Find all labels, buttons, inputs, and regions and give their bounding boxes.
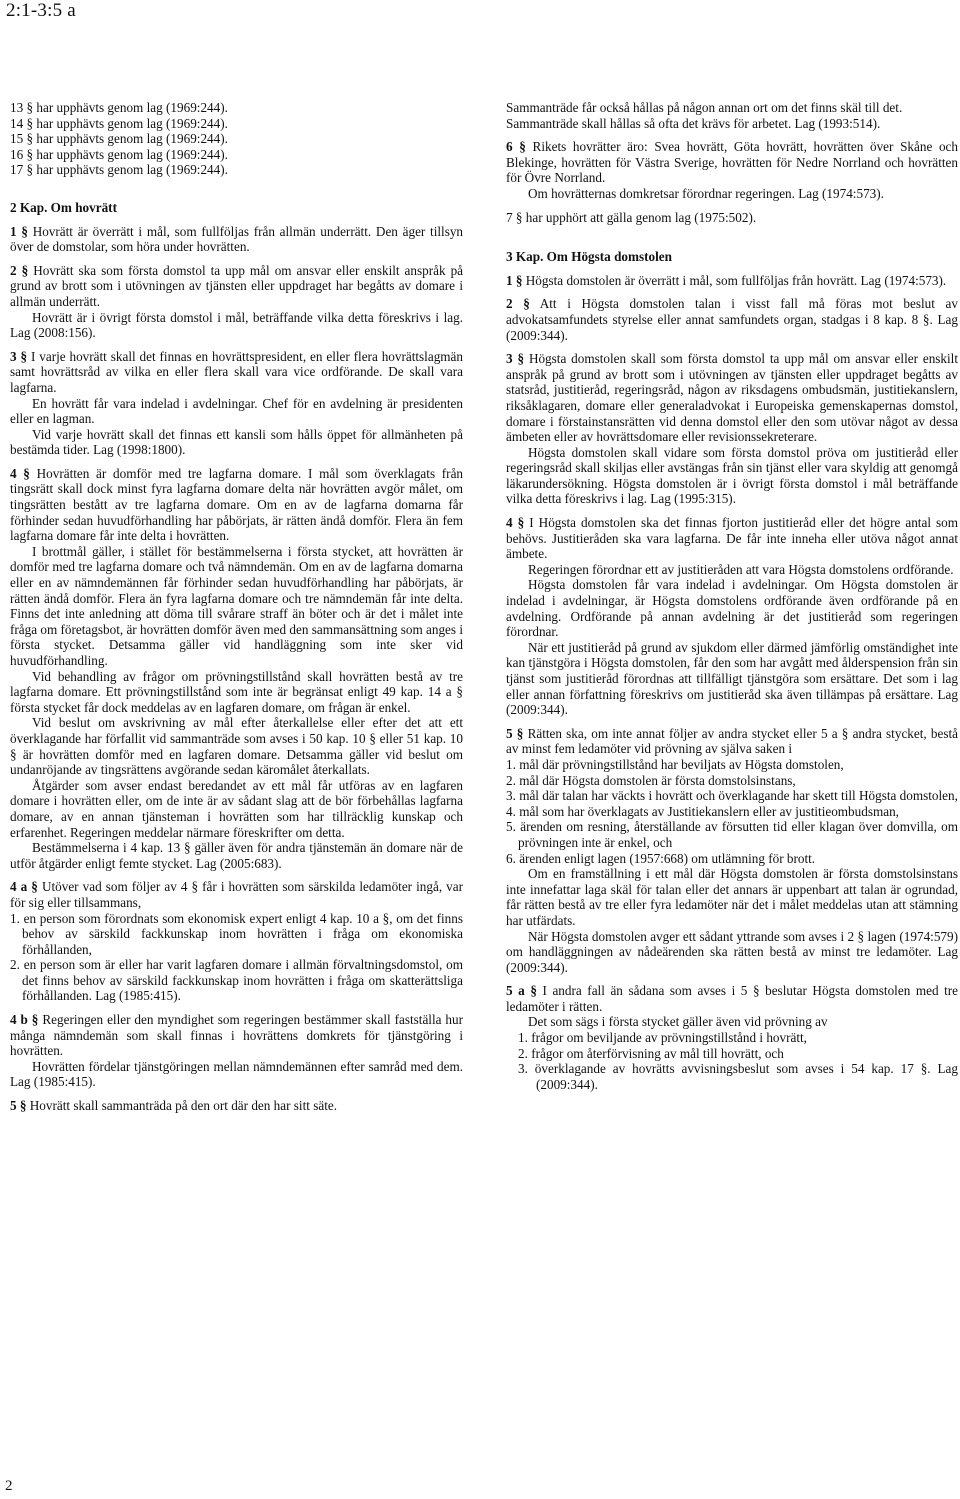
section-number: 2 §: [506, 296, 530, 312]
page-header: 2:1-3:5 a: [6, 0, 76, 21]
section-number: 4 §: [10, 465, 30, 481]
section-5: [506, 726, 958, 757]
section-text: Regeringen eller den myndighet som regeringen bestämmer skall fastställa hur många nämndemän som skall finnas i hovrättens domkrets för tjänstgöring i hovrätten.: [10, 1012, 463, 1059]
paragraph: Det som sägs i första stycket gäller även vid prövning av: [528, 1014, 828, 1030]
paragraph: Åtgärder som avser endast beredandet av ett mål får utföras av en lagfaren domare i hovrätten eller, om de inte är av sådant slag att de bör förbehållas lagfarna domare, av en annan tjänsteman i hovrätten som har tillräcklig kunskap och erfarenhet. Regeringen meddelar närmare föreskrifter om detta.: [10, 777, 463, 840]
section-text: Rätten ska, om inte annat följer av andra stycket eller 5 a § andra stycket, bestå av minst fem ledamöter vid prövning av själva saken i: [506, 725, 958, 757]
paragraph: Sammanträde skall hållas så ofta det krävs för arbetet. Lag (1993:514).: [506, 115, 881, 131]
section-4: [506, 515, 958, 562]
list-item: 6. ärenden enligt lagen (1957:668) om utlämning för brott.: [506, 850, 816, 866]
page-number: 2: [5, 1478, 13, 1494]
paragraph: En hovrätt får vara indelad i avdelningar. Chef för en avdelning är presidenten eller en lagman.: [10, 395, 463, 427]
section-number: 4 §: [506, 515, 525, 531]
paragraph: Högsta domstolen skall vidare som första domstol pröva om justitieråd eller regeringsråd skall skiljas eller avstängas från sin tjänst eller vara skyldig att genomgå läkarundersökning. Högsta domstolen är i övrigt första domstol i mål beträffande vilka detta föreskrivs i lag. Lag (1995:315).: [506, 444, 958, 507]
list-item: 1. mål där prövningstillstånd har beviljats av Högsta domstolen,: [506, 756, 844, 772]
section-number: 5 §: [10, 1098, 27, 1114]
section-1: [10, 224, 463, 255]
section-number: 6 §: [506, 139, 526, 155]
paragraph: När ett justitieråd på grund av sjukdom eller därmed jämförlig omständighet inte kan tjänstgöra i Högsta domstolen, får den som har avgått med ålderspension från sin tjänst som justitieråd förordnas att tillfälligt tjänstgöra som ersättare. Det som i lag eller annan författning föreskrivs om justitieråd ska även tillämpas på ersättare. Lag (2009:344).: [506, 639, 958, 718]
section-2: [506, 296, 958, 343]
section-number: 3 §: [10, 348, 28, 364]
section-number: 2 §: [10, 262, 29, 278]
list-item: 2. frågor om återförvisning av mål till hovrätt, och: [518, 1045, 784, 1061]
paragraph: Vid beslut om avskrivning av mål efter återkallelse eller efter det att ett överklagande har förfallit vid sammanträde som avses i 50 kap. 10 § eller 51 kap. 10 § är hovrätten domför med en lagfaren domare. Detsamma gäller vid beslut om undanröjande av tingsrättens avgörande sedan käromålet återkallats.: [10, 715, 463, 778]
section-1: [506, 273, 958, 289]
section-5a: [506, 983, 958, 1014]
paragraph: Bestämmelserna i 4 kap. 13 § gäller även för andra tjänstemän än domare när de utför åtgärder enligt femte stycket. Lag (2005:683).: [10, 840, 463, 871]
section-4: [10, 466, 463, 544]
repealed-note: 17 § har upphävts genom lag (1969:244).: [10, 162, 228, 178]
paragraph: Om en framställning i ett mål där Högsta domstolen är första domstolsinstans inte innefattar laga skäl för talan eller det annars är uppenbart att talan är ogrundad, får rätten bestå av tre eller fyra ledamöter när det i målet meddelas utan att stämning har utfärdats.: [506, 866, 958, 928]
repealed-note: 13 § har upphävts genom lag (1969:244).: [10, 100, 228, 115]
right-column: [506, 100, 958, 1092]
list-item: 2. mål där Högsta domstolen är första domstolsinstans,: [506, 772, 796, 788]
section-number: 1 §: [506, 272, 523, 288]
section-number: 3 §: [506, 351, 525, 367]
section-text: I Högsta domstolen ska det finnas fjorton justitieråd eller det högre antal som behövs. Justitieråden ska vara lagfarna. De får inte inneha eller utöva något annat ämbete.: [506, 515, 959, 562]
section-number: 5 a §: [506, 983, 537, 999]
section-number: 1 §: [10, 223, 28, 239]
list-item: 3. mål där talan har väckts i hovrätt och överklagande har skett till Högsta domstolen,: [506, 788, 958, 804]
section-3: [10, 349, 463, 396]
paragraph: I brottmål gäller, i stället för bestämmelserna i första stycket, att hovrätten är domför med tre lagfarna domare och två nämndemän. Om en av de lagfarna domarna eller en av nämndemännen får förhinder sedan huvudförhandling har påbörjats, är rätten ändå domför. Flera än fyra lagfarna domare och tre nämndemän får inte delta. Finns det inte anledning att döma till svårare straff än böter och är det i målet inte fråga om företagsbot, är hovrätten domför även med den sammansättning som anges i första stycket. Detsamma gäller vid handläggning som inte sker vid huvudförhandling.: [10, 543, 464, 668]
paragraph: Regeringen förordnar ett av justitieråden att vara Högsta domstolens ordförande.: [528, 561, 954, 577]
paragraph: Hovrätten fördelar tjänstgöringen mellan nämndemännen efter samråd med dem. Lag (1985:415).: [10, 1058, 463, 1090]
paragraph: När Högsta domstolen avger ett sådant yttrande som avses i 2 § lagen (1974:579) om handläggningen av nådeärenden ska rätten bestå av minst tre ledamöter. Lag (2009:344).: [506, 928, 958, 975]
paragraph: Hovrätt är i övrigt första domstol i mål, beträffande vilka detta föreskrivs i lag. Lag (2008:156).: [10, 309, 463, 341]
paragraph: Sammanträde får också hållas på någon annan ort om det finns skäl till det.: [506, 100, 903, 115]
section-text: I andra fall än sådana som avses i 5 § beslutar Högsta domstolen med tre ledamöter i rätten.: [506, 983, 959, 1014]
section-2: [10, 263, 463, 310]
section-text: Rikets hovrätter äro: Svea hovrätt, Göta hovrätt, hovrätten över Skåne och Blekinge, hovrätten för Västra Sverige, hovrätten för Nedre Norrland och hovrätten för Övre Norrland.: [506, 139, 959, 186]
list-item: 4. mål som har överklagats av Justitiekanslern eller av justitieombudsman,: [506, 803, 899, 819]
list-item: 3. överklagande av hovrätts avvisningsbeslut som avses i 54 kap. 17 §. Lag (2009:344).: [518, 1061, 958, 1092]
section-text: Hovrätt är överrätt i mål, som fullföljas från allmän underrätt. Den äger tillsyn över de domstolar, som höra under hovrätten.: [10, 223, 464, 255]
section-text: Hovrätten är domför med tre lagfarna domare. I mål som överklagats från tingsrätt skall dock minst fyra lagfarna domare delta när hovrätten avgör målet, om tingsrätten bestått av tre lagfarna domare. Om en av de lagfarna domarna får förhinder sedan huvudförhandling har påbörjats, är rätten ändå domför. Flera än fem lagfarna domare får inte delta i hovrätten.: [10, 465, 464, 544]
repealed-note: 14 § har upphävts genom lag (1969:244).: [10, 115, 228, 131]
section-number: 4 b §: [10, 1012, 39, 1028]
list-item: 5. ärenden om resning, återställande av försutten tid eller klagan över domvilla, om prövningen inte är enkel, och: [506, 819, 958, 850]
paragraph: Vid varje hovrätt skall det finnas ett kansli som hålls öppet för allmänheten på bestämda tider. Lag (1998:1800).: [10, 426, 463, 458]
section-text: Hovrätt ska som första domstol ta upp mål om ansvar eller enskilt anspråk på grund av brott som i utövningen av tjänsten eller uppdraget har begåtts av domare i allmän underrätt.: [10, 262, 464, 309]
section-3: [506, 351, 958, 445]
list-item: 1. frågor om beviljande av prövningstillstånd i hovrätt,: [518, 1030, 807, 1046]
section-text: I varje hovrätt skall det finnas en hovrättspresident, en eller flera hovrättslagmän samt hovrättsråd av vilka en eller flera skall vara vice ordförande. De skall vara lagfarna.: [10, 348, 463, 395]
left-column: [10, 100, 463, 1114]
chapter-heading: 2 Kap. Om hovrätt: [10, 199, 117, 215]
list-item: 1. en person som förordnats som ekonomisk expert enligt 4 kap. 10 a §, om det finns behov av särskild fackkunskap inom hovrätten i fråga om ekonomiska förhållanden,: [10, 910, 463, 957]
section-6: [506, 139, 958, 186]
section-4a: [10, 879, 463, 910]
repealed-note: 16 § har upphävts genom lag (1969:244).: [10, 146, 228, 162]
paragraph: Vid behandling av frågor om prövningstillstånd skall hovrätten bestå av tre lagfarna domare. Ett prövningstillstånd som inte är begränsat enligt 49 kap. 14 a § första stycket får dock meddelas av en lagfaren domare, om frågan är enkel.: [10, 668, 463, 715]
list-item: 2. en person som är eller har varit lagfaren domare i allmän förvaltningsdomstol, om det finns behov av särskild fackkunskap inom hovrätten i fråga om skatterättsliga förhållanden. Lag (1985:415).: [10, 957, 463, 1004]
section-text: Högsta domstolen skall som första domstol ta upp mål om ansvar eller enskilt anspråk på grund av brott som i utövningen av tjänsten eller uppdraget begåtts av statsråd, justitieråd, regeringsråd, någon av riksdagens ombudsmän, justitiekanslern, riksåklagaren, domare eller generaladvokat i Europeiska gemenskapernas domstol, domare i förstainstansrätten vid denna domstol eller den som utövar något av dessa ämbeten eller av hovrättsdomare eller revisionssekreterare.: [506, 351, 959, 445]
section-4b: [10, 1012, 463, 1059]
section-text: Att i Högsta domstolen talan i visst fall må föras mot beslut av advokatsamfundets styrelse eller annat samfundets organ, stadgas i 8 kap. 8 §. Lag (2009:344).: [506, 296, 958, 343]
repealed-note: 15 § har upphävts genom lag (1969:244).: [10, 131, 228, 147]
section-5: [10, 1098, 463, 1114]
section-number: 5 §: [506, 725, 524, 741]
paragraph: Om hovrätternas domkretsar förordnar regeringen. Lag (1974:573).: [528, 185, 884, 201]
section-number: 4 a §: [10, 879, 38, 895]
paragraph: Högsta domstolen får vara indelad i avdelningar. Om Högsta domstolen är indelad i avdelningar, är Högsta domstolens ordförande även ordförande på en avdelning. Ordförande på annan avdelning är det justitieråd som regeringen förordnar.: [506, 577, 958, 640]
section-text: Hovrätt skall sammanträda på den ort där den har sitt säte.: [29, 1098, 338, 1114]
section-text: Högsta domstolen är överrätt i mål, som fullföljas från hovrätt. Lag (1974:573).: [525, 272, 947, 288]
section-text: Utöver vad som följer av 4 § får i hovrätten som särskilda ledamöter ingå, var för sig eller tillsammans,: [10, 879, 464, 910]
chapter-heading: 3 Kap. Om Högsta domstolen: [506, 249, 672, 265]
section-7: 7 § har upphört att gälla genom lag (1975:502).: [506, 209, 757, 225]
